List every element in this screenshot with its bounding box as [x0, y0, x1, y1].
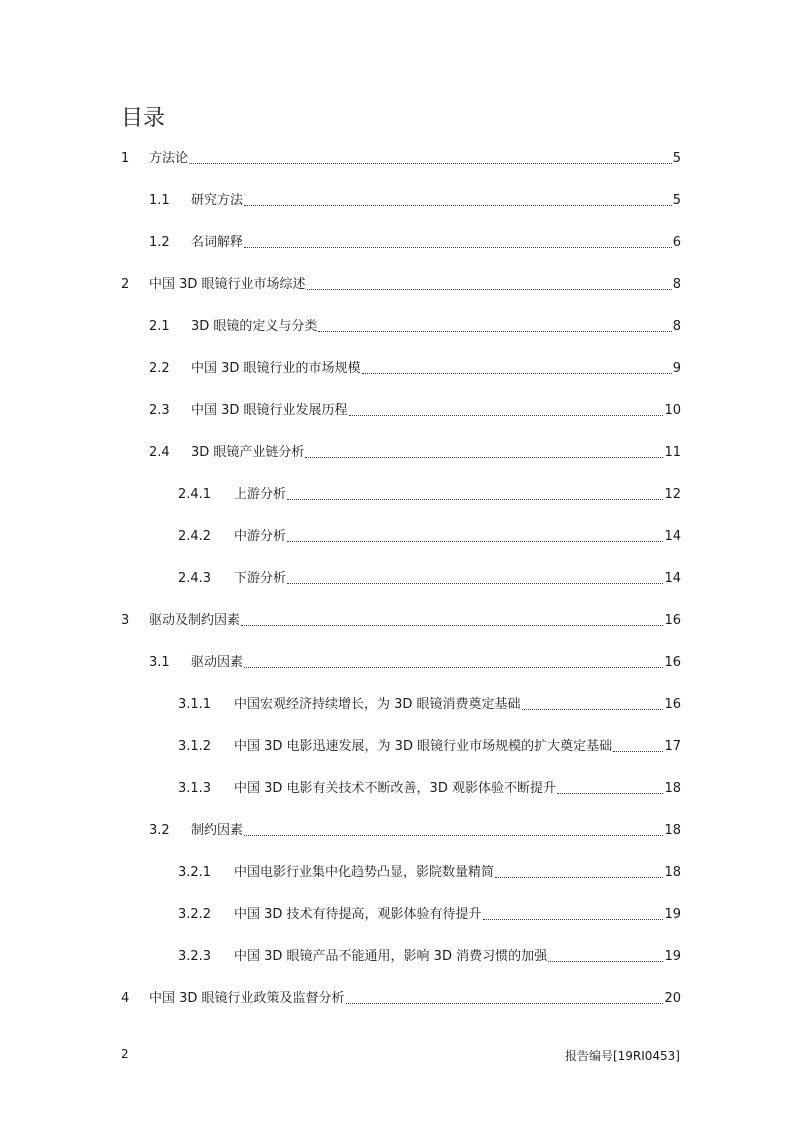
toc-entry[interactable] [121, 608, 681, 634]
toc-dot-leader [244, 666, 663, 668]
toc-entry-page: 18 [664, 865, 681, 880]
toc-entry[interactable] [121, 566, 681, 592]
toc-entry-title: 名词解释 [191, 235, 244, 250]
toc-entry-title: 方法论 [149, 151, 189, 166]
toc-entry-page: 8 [672, 319, 681, 334]
toc-entry-title: 中国 3D 技术有待提高，观影体验有待提升 [234, 907, 482, 922]
toc-entry-number: 2.3 [149, 403, 170, 418]
toc-dot-leader [349, 414, 664, 416]
toc-entry-number: 2.4.1 [178, 487, 212, 502]
toc-entry-title: 中国 3D 眼镜行业政策及监督分析 [149, 991, 345, 1006]
toc-entry-page: 11 [664, 445, 681, 460]
toc-entry-page: 6 [672, 235, 681, 250]
toc-dot-leader [244, 834, 663, 836]
toc-entry-number: 3.1 [149, 655, 170, 670]
toc-entry-number: 2.4 [149, 445, 170, 460]
toc-entry-title: 驱动及制约因素 [149, 613, 241, 628]
toc-dot-leader [362, 372, 672, 374]
toc-entry[interactable] [121, 146, 681, 172]
toc-dot-leader [244, 204, 672, 206]
toc-entry-page: 16 [664, 697, 681, 712]
toc-entry-title: 中国宏观经济持续增长，为 3D 眼镜消费奠定基础 [234, 697, 521, 712]
toc-entry-number: 2.4.3 [178, 571, 212, 586]
toc-entry[interactable] [121, 188, 681, 214]
toc-entry-number: 2.2 [149, 361, 170, 376]
toc-entry[interactable] [121, 776, 681, 802]
toc-entry-number: 1 [121, 151, 130, 166]
toc-entry-page: 19 [664, 907, 681, 922]
toc-entry[interactable] [121, 734, 681, 760]
toc-entry[interactable] [121, 398, 681, 424]
toc-entry-number: 3.2.2 [178, 907, 212, 922]
toc-entry-title: 3D 眼镜产业链分析 [191, 445, 305, 460]
toc-entry-page: 12 [664, 487, 681, 502]
toc-entry-page: 5 [672, 193, 681, 208]
toc-entry-title: 中国 3D 眼镜行业市场综述 [149, 277, 306, 292]
toc-entry[interactable] [121, 860, 681, 886]
toc-entry-page: 18 [664, 781, 681, 796]
toc-entry-number: 2.4.2 [178, 529, 212, 544]
toc-entry-title: 中国 3D 眼镜产品不能通用，影响 3D 消费习惯的加强 [234, 949, 548, 964]
toc-entry-page: 5 [672, 151, 681, 166]
toc-entry[interactable] [121, 482, 681, 508]
toc-dot-leader [287, 498, 663, 500]
toc-entry-title: 研究方法 [191, 193, 244, 208]
toc-entry-number: 2.1 [149, 319, 170, 334]
toc-entry-page: 19 [664, 949, 681, 964]
toc-entry-number: 3.1.2 [178, 739, 212, 754]
toc-entry-title: 中国 3D 电影迅速发展，为 3D 眼镜行业市场规模的扩大奠定基础 [234, 739, 613, 754]
toc-entry-number: 3 [121, 613, 130, 628]
toc-dot-leader [318, 330, 671, 332]
toc-entry[interactable] [121, 230, 681, 256]
toc-entry-page: 9 [672, 361, 681, 376]
toc-entry[interactable] [121, 692, 681, 718]
toc-entry-title: 中国电影行业集中化趋势凸显，影院数量精简 [234, 865, 495, 880]
toc-dot-leader [613, 750, 663, 752]
toc-dot-leader [189, 162, 672, 164]
toc-entry-title: 中国 3D 眼镜行业发展历程 [191, 403, 348, 418]
toc-entry-title: 中国 3D 电影有关技术不断改善，3D 观影体验不断提升 [234, 781, 556, 796]
toc-entry-title: 中国 3D 眼镜行业的市场规模 [191, 361, 361, 376]
toc-entry-number: 3.2.1 [178, 865, 212, 880]
toc-dot-leader [346, 1002, 664, 1004]
toc-entry-number: 1.1 [149, 193, 170, 208]
toc-entry[interactable] [121, 272, 681, 298]
toc-entry[interactable] [121, 314, 681, 340]
toc-entry-title: 中游分析 [234, 529, 287, 544]
toc-entry[interactable] [121, 524, 681, 550]
toc-entry-number: 3.1.1 [178, 697, 212, 712]
toc-entry[interactable] [121, 440, 681, 466]
toc-dot-leader [548, 960, 663, 962]
toc-entry-page: 10 [664, 403, 681, 418]
toc-dot-leader [557, 792, 663, 794]
toc-entry[interactable] [121, 902, 681, 928]
toc-entry-page: 14 [664, 529, 681, 544]
toc-entry-number: 3.2 [149, 823, 170, 838]
toc-entry-number: 2 [121, 277, 130, 292]
toc-entry-number: 3.1.3 [178, 781, 212, 796]
toc-entry-page: 16 [664, 655, 681, 670]
toc-dot-leader [305, 456, 663, 458]
toc-dot-leader [241, 624, 663, 626]
toc-entry-title: 上游分析 [234, 487, 287, 502]
toc-entry-title: 驱动因素 [191, 655, 244, 670]
toc-entry-page: 14 [664, 571, 681, 586]
toc-entry[interactable] [121, 944, 681, 970]
toc-entry[interactable] [121, 986, 681, 1012]
page-title: 目录 [121, 106, 166, 131]
footer-page-number: 2 [121, 1047, 129, 1061]
toc-dot-leader [522, 708, 664, 710]
toc-entry[interactable] [121, 356, 681, 382]
toc-dot-leader [287, 582, 663, 584]
toc-entry-title: 下游分析 [234, 571, 287, 586]
toc-entry-number: 3.2.3 [178, 949, 212, 964]
toc-dot-leader [495, 876, 663, 878]
toc-entry-page: 16 [664, 613, 681, 628]
toc-entry-number: 4 [121, 991, 130, 1006]
footer-report-id: 报告编号[19RI0453] [564, 1049, 680, 1063]
toc-dot-leader [244, 246, 672, 248]
toc-dot-leader [483, 918, 664, 920]
toc-entry-title: 制约因素 [191, 823, 244, 838]
toc-entry-page: 17 [664, 739, 681, 754]
toc-dot-leader [287, 540, 663, 542]
toc-entry-page: 18 [664, 823, 681, 838]
toc-dot-leader [307, 288, 672, 290]
toc-entry-page: 20 [664, 991, 681, 1006]
toc-entry[interactable] [121, 818, 681, 844]
toc-entry-number: 1.2 [149, 235, 170, 250]
toc-entry-title: 3D 眼镜的定义与分类 [191, 319, 318, 334]
toc-entry-page: 8 [672, 277, 681, 292]
toc-entry[interactable] [121, 650, 681, 676]
